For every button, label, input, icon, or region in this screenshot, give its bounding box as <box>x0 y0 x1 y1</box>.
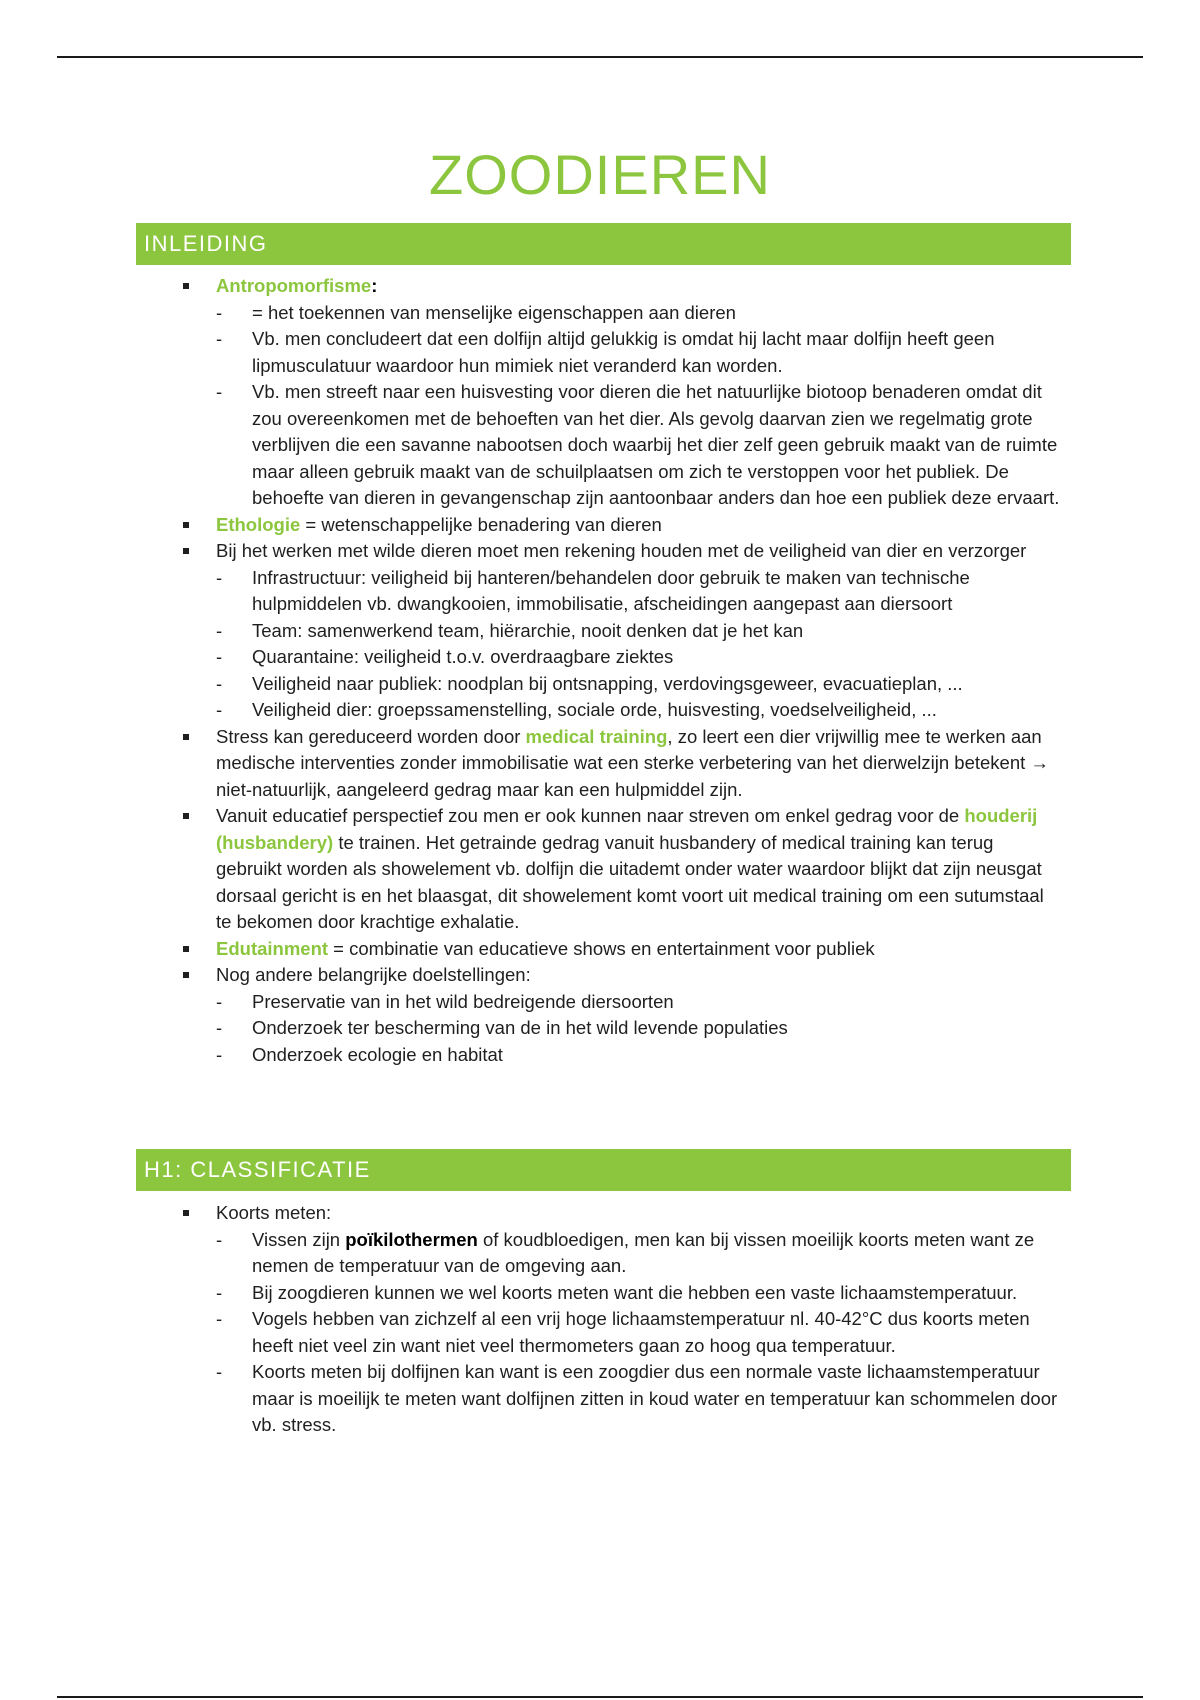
list-item <box>183 724 1063 804</box>
list-item-text: , zo leert een dier vrijwillig mee te werken aan medische interventies zonder immobilisatie wat een sterke verbetering van het dierwelzijn betekent → niet-natuurlijk, aangeleerd gedrag maar kan een hulpmiddel zijn. <box>216 725 1049 800</box>
list-item <box>183 936 1063 963</box>
sub-list <box>216 300 1063 512</box>
sub-list <box>216 1227 1063 1439</box>
term-highlight: Edutainment <box>216 937 329 959</box>
list-item <box>183 512 1063 539</box>
list-item <box>183 1200 1063 1439</box>
page-title: ZOODIEREN <box>429 143 771 206</box>
list-item <box>183 803 1063 936</box>
sub-list-item: - Veiligheid naar publiek: noodplan bij ontsnapping, verdovingsgeweer, evacuatieplan, ... <box>216 671 1063 698</box>
sub-list-item: - Bij zoogdieren kunnen we wel koorts meten want die hebben een vaste lichaamstemperatuur. <box>216 1280 1063 1307</box>
section-content-classificatie <box>183 1200 1063 1439</box>
sub-list-item: - Vogels hebben van zichzelf al een vrij hoge lichaamstemperatuur nl. 40-42°C dus koorts meten heeft niet veel zin want niet veel thermometers gaan zo hoog qua temperatuur. <box>216 1306 1063 1359</box>
list-item-text: te trainen. Het getrainde gedrag vanuit husbandery of medical training kan terug gebruikt worden als showelement vb. dolfijn die uitademt onder water waardoor blijkt dat zijn neusgat dorsaal gericht is en het blaasgat, dit showelement komt voort uit medical training om een sutumstaal te bekomen door krachtige exhalatie. <box>216 831 1044 932</box>
term-bold: poïkilothermen <box>345 1228 478 1250</box>
list-item <box>183 962 1063 1068</box>
term-highlight: medical training <box>525 725 668 747</box>
sub-list-item: - Vb. men concludeert dat een dolfijn altijd gelukkig is omdat hij lacht maar dolfijn heeft geen lipmusculatuur waardoor hun mimiek niet veranderd kan worden. <box>216 326 1063 379</box>
sub-list-item: - Preservatie van in het wild bedreigende diersoorten <box>216 989 1063 1016</box>
list-item-text: : <box>371 275 378 296</box>
top-rule <box>57 56 1143 58</box>
bullet-list <box>183 273 1063 1068</box>
list-item-text: of koudbloedigen, men kan bij vissen moeilijk koorts meten want ze nemen de temperatuur van de omgeving aan. <box>252 1228 1035 1276</box>
sub-list-item <box>216 1227 1063 1280</box>
sub-list-item: - Team: samenwerkend team, hiërarchie, nooit denken dat je het kan <box>216 618 1063 645</box>
list-item-text: Nog andere belangrijke doelstellingen: <box>216 964 531 985</box>
list-item <box>183 273 1063 512</box>
sub-list-item: - Infrastructuur: veiligheid bij hanteren/behandelen door gebruik te maken van technische hulpmiddelen vb. dwangkooien, immobilisatie, afscheidingen aangepast aan diersoort <box>216 565 1063 618</box>
sub-list-item: - Vb. men streeft naar een huisvesting voor dieren die het natuurlijke biotoop benaderen omdat dit zou overeenkomen met de behoeften van het dier. Als gevolg daarvan zien we regelmatig grote verblijven die een savanne nabootsen doch waarbij het dier zelf geen gebruik maakt van de ruimte maar alleen gebruik maakt van de schuilplaatsen om zich te verstoppen voor het publiek. De behoefte van dieren in gevangenschap zijn aantoonbaar anders dan hoe een publiek deze ervaart. <box>216 379 1063 512</box>
list-item-text: Vanuit educatief perspectief zou men er ook kunnen naar streven om enkel gedrag voor de <box>216 805 965 826</box>
sub-list-item: - Koorts meten bij dolfijnen kan want is een zoogdier dus een normale vaste lichaamstemperatuur maar is moeilijk te meten want dolfijnen zitten in koud water en temperatuur kan schommelen door vb. stress. <box>216 1359 1063 1439</box>
bullet-list <box>183 1200 1063 1439</box>
sub-list <box>216 989 1063 1069</box>
list-item-text: = wetenschappelijke benadering van dieren <box>300 513 662 535</box>
term-highlight: Ethologie <box>216 513 301 535</box>
section-heading-classificatie: H1: CLASSIFICATIE <box>136 1149 1071 1191</box>
list-item-text: Stress kan gereduceerd worden door <box>216 725 526 747</box>
list-item-text: Koorts meten: <box>216 1202 332 1223</box>
list-item-text: = combinatie van educatieve shows en entertainment voor publiek <box>328 937 875 959</box>
list-item-text: Vissen zijn <box>252 1228 346 1250</box>
section-content-inleiding <box>183 273 1063 1068</box>
sub-list-item: - Onderzoek ecologie en habitat <box>216 1042 1063 1069</box>
bottom-rule <box>57 1696 1143 1698</box>
term-highlight: houderij (husbandery) <box>216 805 1038 853</box>
list-item <box>183 538 1063 724</box>
sub-list-item: - Onderzoek ter bescherming van de in het wild levende populaties <box>216 1015 1063 1042</box>
sub-list <box>216 565 1063 724</box>
sub-list-item: - = het toekennen van menselijke eigenschappen aan dieren <box>216 300 1063 327</box>
list-item-text: Bij het werken met wilde dieren moet men rekening houden met de veiligheid van dier en verzorger <box>216 540 1027 561</box>
sub-list-item: - Quarantaine: veiligheid t.o.v. overdraagbare ziektes <box>216 644 1063 671</box>
section-heading-inleiding: INLEIDING <box>136 223 1071 265</box>
sub-list-item: - Veiligheid dier: groepssamenstelling, sociale orde, huisvesting, voedselveiligheid, ... <box>216 697 1063 724</box>
term-highlight: Antropomorfisme <box>216 275 372 296</box>
